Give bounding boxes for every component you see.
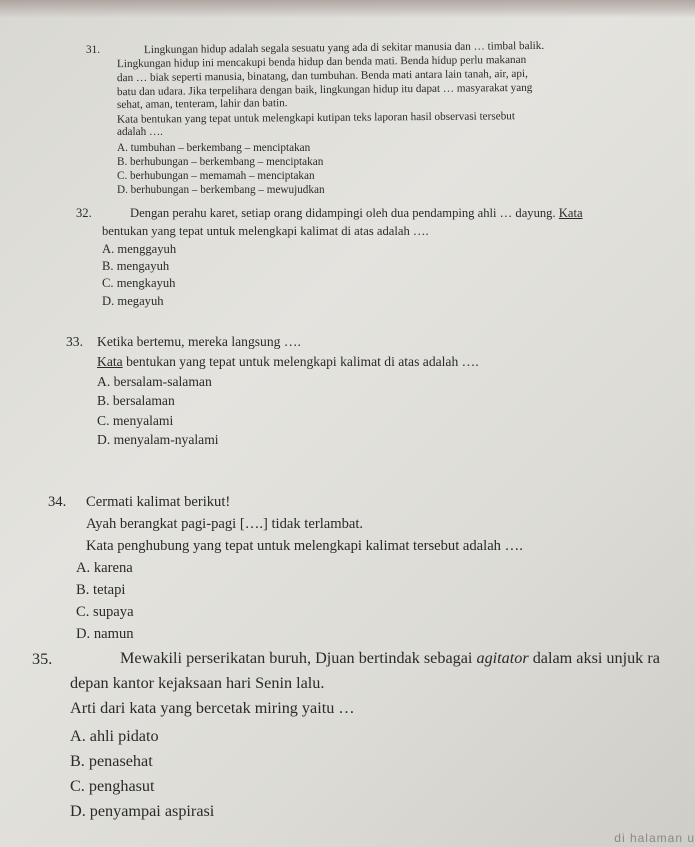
option-c[interactable]: C. supaya [76,604,134,620]
question-line [120,649,660,668]
question-line: Kata penghubung yang tepat untuk melengkapi kalimat tersebut adalah …. [86,538,523,554]
question-text: Mewakili perserikatan buruh, Djuan bertindak sebagai [120,649,477,667]
question-line: Arti dari kata yang bercetak miring yaitu … [70,699,355,717]
option-a[interactable]: A. karena [76,560,133,576]
question-number: 31. [86,44,100,56]
underlined-word: Kata [558,206,583,220]
option-a[interactable]: A. ahli pidato [70,727,159,745]
question-number: 35. [32,650,53,668]
question-number: 32. [76,206,92,220]
option-b[interactable]: B. berhubungan – berkembang – menciptakan [117,156,324,168]
question-line [97,354,479,370]
question-line: depan kantor kejaksaan hari Senin lalu. [70,674,325,692]
option-c[interactable]: C. penghasut [70,777,155,795]
question-text: bentukan yang tepat untuk melengkapi kalimat di atas adalah …. [122,354,479,369]
option-b[interactable]: B. bersalaman [97,393,175,408]
question-number: 34. [48,494,67,510]
option-d[interactable]: D. penyampai aspirasi [70,802,215,820]
option-d[interactable]: D. megayuh [102,294,164,308]
option-b[interactable]: B. penasehat [70,752,153,770]
instruction-line: Kata bentukan yang tepat untuk melengkapi kutipan teks laporan hasil observasi tersebut [116,110,516,126]
question-line: Ketika bertemu, mereka langsung …. [97,334,301,349]
option-a[interactable]: A. bersalam-salaman [97,374,212,389]
passage-line: dan … biak seperti manusia, binatang, dan tumbuhan. Benda mati antara lain tanah, air, api, [116,67,528,85]
option-b[interactable]: B. tetapi [76,582,126,598]
passage-line: Lingkungan hidup adalah segala sesuatu yang ada di sekitar manusia dan … timbal balik. [143,39,545,57]
option-c[interactable]: C. menyalami [97,413,174,428]
option-d[interactable]: D. berhubungan – berkembang – mewujudkan [117,184,325,196]
option-c[interactable]: C. berhubungan – memamah – menciptakan [117,170,315,182]
page-footer-text: di halaman u [614,831,695,845]
option-a[interactable]: A. menggayuh [102,242,177,256]
question-line: Cermati kalimat berikut! [86,494,231,510]
option-a[interactable]: A. tumbuhan – berkembang – menciptakan [117,142,311,154]
question-number: 33. [66,334,83,349]
question-text: Dengan perahu karet, setiap orang didampingi oleh dua pendamping ahli … dayung. [130,206,556,220]
question-line [130,206,583,221]
passage-line: batu dan udara. Jika terpelihara dengan baik, lingkungan hidup itu dapat … masyarakat yang [116,81,533,99]
option-c[interactable]: C. mengkayuh [102,276,176,290]
underlined-word: Kata [97,354,123,369]
italic-word: agitator [476,649,529,667]
question-text: dalam aksi unjuk ra [528,649,660,667]
option-d[interactable]: D. menyalam-nyalami [97,432,219,447]
passage-line: Lingkungan hidup ini mencakupi benda hidup dan benda mati. Benda hidup perlu makanan [116,53,527,71]
instruction-line: adalah …. [117,126,163,138]
option-b[interactable]: B. mengayuh [102,259,170,273]
passage-line: sehat, aman, tenteram, lahir dan batin. [116,97,288,111]
question-sentence: Ayah berangkat pagi-pagi [….] tidak terlambat. [86,516,364,532]
option-d[interactable]: D. namun [76,626,134,642]
question-line: bentukan yang tepat untuk melengkapi kalimat di atas adalah …. [102,224,429,238]
